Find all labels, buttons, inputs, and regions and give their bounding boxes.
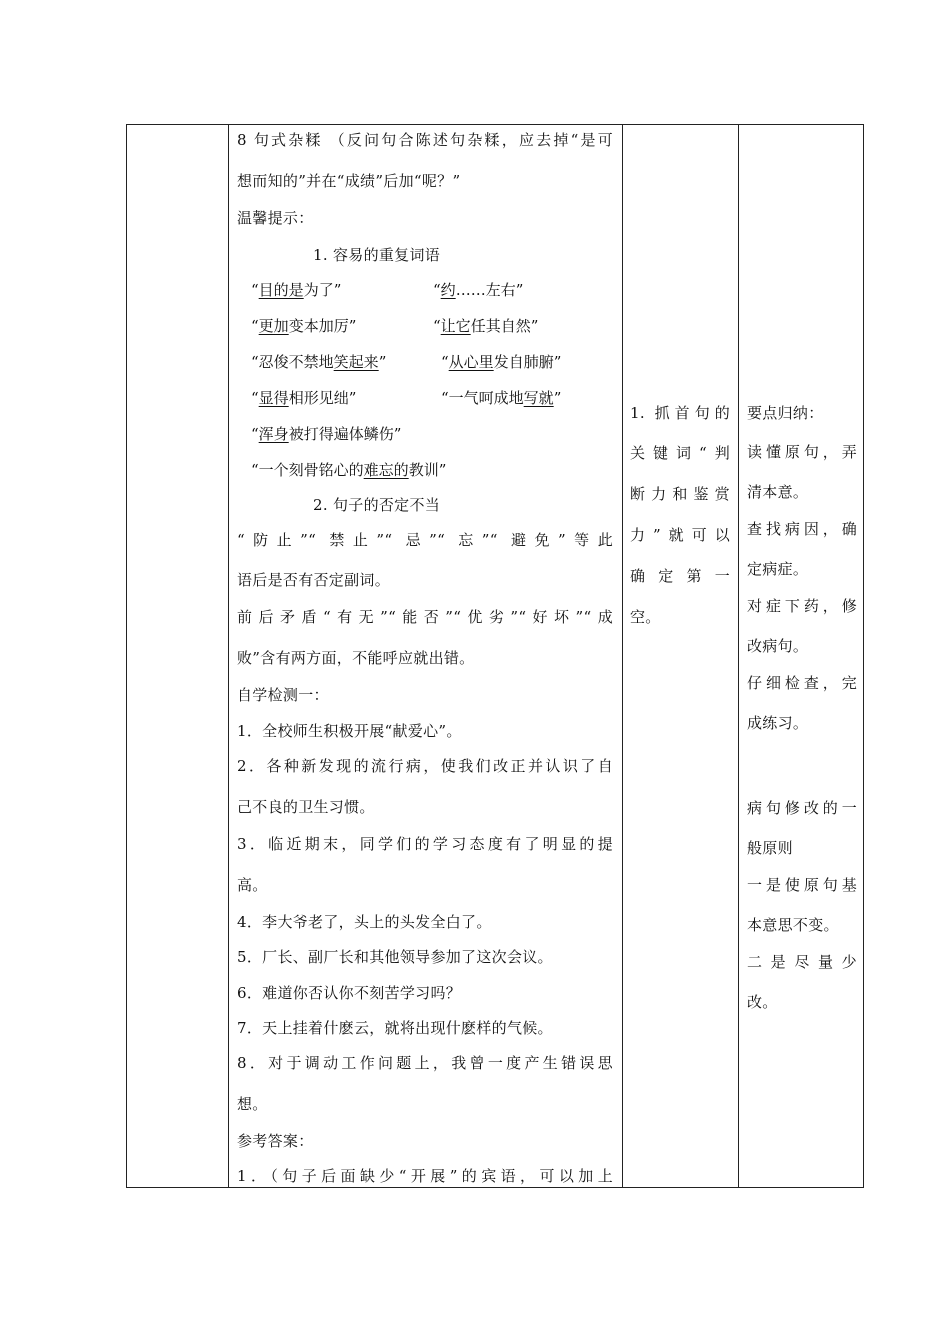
- body-line: 败”含有两方面，不能呼应就出错。: [237, 649, 475, 667]
- example-phrase: “更加变本加厉”: [251, 317, 357, 335]
- column-divider: [228, 125, 229, 1187]
- summary-line: 改病句。: [747, 637, 809, 655]
- hint-line: 1. 抓首句的: [630, 404, 730, 422]
- summary-line: 一是使原句基: [747, 876, 857, 894]
- question: 高。: [237, 876, 268, 894]
- intro-line: 想而知的”并在“成绩”后加“呢？”: [237, 172, 461, 190]
- example-phrase: “一气呵成地写就”: [441, 389, 562, 407]
- hint-column: [630, 125, 730, 1187]
- hint-line: 确定第一: [630, 567, 730, 585]
- answer-title: 参考答案：: [237, 1132, 314, 1150]
- section-title: 2. 句子的否定不当: [313, 496, 441, 514]
- hint-line: 断力和鉴赏: [630, 485, 730, 503]
- test-title: 自学检测一：: [237, 686, 329, 704]
- column-divider: [622, 125, 623, 1187]
- example-phrase: “显得相形见绌”: [251, 389, 357, 407]
- summary-line: 本意思不变。: [747, 916, 839, 934]
- content-column: [237, 125, 613, 1187]
- body-line: 语后是否有否定副词。: [237, 571, 391, 589]
- question: 2．各种新发现的流行病，使我们改正并认识了自: [237, 757, 613, 775]
- summary-line: 般原则: [747, 839, 793, 857]
- question: 4．李大爷老了，头上的头发全白了。: [237, 913, 492, 931]
- body-line: 前后矛盾“有无”“能否”“优劣”“好坏”“成: [237, 608, 613, 626]
- section-title: 1. 容易的重复词语: [313, 246, 441, 264]
- hint-line: 空。: [630, 608, 661, 626]
- summary-line: 对症下药，修: [747, 597, 857, 615]
- question: 想。: [237, 1095, 268, 1113]
- question: 3．临近期末，同学们的学习态度有了明显的提: [237, 835, 613, 853]
- hint-line: 关键词“判: [630, 444, 730, 462]
- intro-line: 8 句式杂糅 （反问句合陈述句杂糅，应去掉“是可: [237, 131, 613, 149]
- summary-line: 改。: [747, 993, 778, 1011]
- question: 7．天上挂着什麽云，就将出现什麽样的气候。: [237, 1019, 553, 1037]
- example-phrase: “约……左右”: [433, 281, 524, 299]
- example-phrase: “从心里发自肺腑”: [441, 353, 562, 371]
- column-divider: [738, 125, 739, 1187]
- question: 己不良的卫生习惯。: [237, 798, 375, 816]
- summary-line: 仔细检查，完: [747, 674, 857, 692]
- summary-line: 定病症。: [747, 560, 809, 578]
- question: 6．难道你否认你不刻苦学习吗？: [237, 984, 462, 1002]
- summary-line: 查找病因，确: [747, 520, 857, 538]
- tip-title: 温馨提示：: [237, 209, 314, 227]
- example-phrase: “忍俊不禁地笑起来”: [251, 353, 387, 371]
- question: 5．厂长、副厂长和其他领导参加了这次会议。: [237, 948, 553, 966]
- question: 1．全校师生积极开展“献爱心”。: [237, 722, 462, 740]
- example-phrase: “一个刻骨铭心的难忘的教训”: [251, 461, 447, 479]
- summary-line: 要点归纳：: [747, 404, 824, 422]
- summary-line: 读懂原句，弄: [747, 443, 857, 461]
- example-phrase: “让它任其自然”: [433, 317, 539, 335]
- example-phrase: “浑身被打得遍体鳞伤”: [251, 425, 402, 443]
- answer: 1．（句子后面缺少“开展”的宾语，可以加上: [237, 1167, 613, 1185]
- summary-line: 二是尽量少: [747, 953, 857, 971]
- summary-line: 成练习。: [747, 714, 809, 732]
- summary-line: 清本意。: [747, 483, 809, 501]
- body-line: “防止”“ 禁止”“ 忌”“ 忘”“ 避免”等此: [237, 531, 613, 549]
- summary-line: 病句修改的一: [747, 799, 857, 817]
- example-phrase: “目的是为了”: [251, 281, 342, 299]
- lesson-table: [126, 124, 864, 1188]
- hint-line: 力”就可以: [630, 526, 730, 544]
- summary-column: [747, 125, 857, 1187]
- question: 8．对于调动工作问题上，我曾一度产生错误思: [237, 1054, 613, 1072]
